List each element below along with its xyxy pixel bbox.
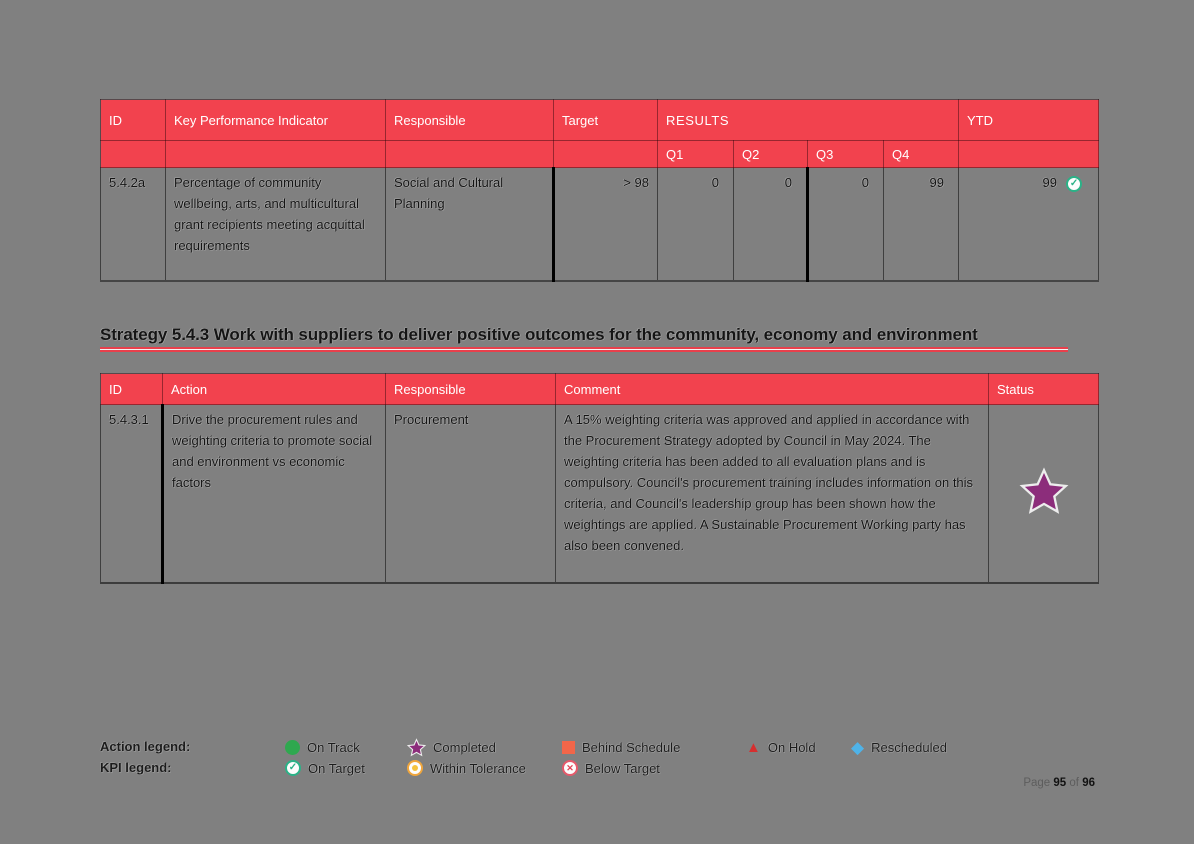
- page-word: Page: [1023, 777, 1051, 789]
- legend: [100, 737, 1080, 781]
- action-row-comment: A 15% weighting criteria was approved and applied in accordance with the Procurement Strategy adopted by Council in May 2024. The weighting criteria has been added to all evaluation plans and is compulsory. Council's procurement training includes information on this criteria, and Council's leadership group has been shown how the weightings are applied. A Sustainable Procurement Working party has also been convened.: [556, 405, 989, 584]
- completed-icon: [407, 738, 426, 757]
- on-target-icon: [1066, 176, 1082, 192]
- action-header-id: ID: [101, 374, 163, 405]
- kpi-header-q1: Q1: [658, 141, 734, 168]
- kpi-header-results: RESULTS: [658, 100, 959, 141]
- rescheduled-icon: ◆: [851, 737, 865, 757]
- header-spacer: [959, 141, 1099, 168]
- legend-label: Behind Schedule: [582, 739, 681, 755]
- legend-on-hold: [746, 737, 816, 757]
- kpi-row-responsible: Social and Cultural Planning: [386, 168, 554, 282]
- kpi-table-row: [101, 168, 1099, 282]
- action-row-status: [989, 405, 1099, 584]
- within-tolerance-icon: [407, 760, 423, 776]
- page-number: 95: [1053, 777, 1067, 789]
- of-word: of: [1069, 777, 1079, 789]
- kpi-row-q2: 0: [734, 168, 808, 282]
- action-legend-row: [100, 737, 1080, 757]
- header-spacer: [386, 141, 554, 168]
- on-track-icon: [285, 740, 300, 755]
- action-table: [100, 373, 1099, 584]
- header-spacer: [554, 141, 658, 168]
- header-spacer: [166, 141, 386, 168]
- kpi-row-indicator: Percentage of community wellbeing, arts, and multicultural grant recipients meeting acquittal requirements: [166, 168, 386, 282]
- legend-label: Within Tolerance: [430, 760, 526, 776]
- kpi-header-q2: Q2: [734, 141, 808, 168]
- kpi-header-ytd: YTD: [959, 100, 1099, 141]
- kpi-header-q3: Q3: [808, 141, 884, 168]
- completed-star-icon: [1019, 466, 1069, 516]
- kpi-row-ytd: [959, 168, 1099, 282]
- below-target-icon: [562, 760, 578, 776]
- action-table-row: [101, 405, 1099, 584]
- ytd-value: 99: [1042, 175, 1058, 190]
- legend-on-target: [285, 758, 365, 778]
- kpi-header-id: ID: [101, 100, 166, 141]
- legend-label: On Track: [307, 739, 360, 755]
- kpi-row-q3: 0: [808, 168, 884, 282]
- kpi-table: [100, 99, 1099, 282]
- page-footer: [1023, 777, 1095, 789]
- header-spacer: [101, 141, 166, 168]
- kpi-row-q1: 0: [658, 168, 734, 282]
- legend-label: On Target: [308, 760, 365, 776]
- kpi-row-id: 5.4.2a: [101, 168, 166, 282]
- legend-label: Below Target: [585, 760, 660, 776]
- on-hold-icon: ▲: [746, 738, 761, 756]
- behind-schedule-icon: [562, 741, 575, 754]
- kpi-header-target: Target: [554, 100, 658, 141]
- legend-label: Rescheduled: [871, 739, 947, 755]
- kpi-legend-label: KPI legend:: [100, 760, 172, 775]
- strategy-heading: Strategy 5.4.3 Work with suppliers to deliver positive outcomes for the community, economy and environment: [100, 325, 978, 344]
- kpi-header-indicator: Key Performance Indicator: [166, 100, 386, 141]
- kpi-row-q4: 99: [884, 168, 959, 282]
- legend-on-track: [285, 737, 360, 757]
- total-pages: 96: [1082, 777, 1095, 789]
- legend-behind-schedule: [562, 737, 680, 757]
- kpi-header-responsible: Responsible: [386, 100, 554, 141]
- on-target-icon: [285, 760, 301, 776]
- heading-underline: [100, 347, 1068, 352]
- legend-rescheduled: [851, 737, 947, 757]
- action-row-id: 5.4.3.1: [101, 405, 163, 584]
- legend-completed: [407, 737, 496, 757]
- action-legend-label: Action legend:: [100, 739, 191, 754]
- action-header-status: Status: [989, 374, 1099, 405]
- action-row-responsible: Procurement: [386, 405, 556, 584]
- action-header-action: Action: [163, 374, 386, 405]
- kpi-row-target: > 98: [554, 168, 658, 282]
- legend-below-target: [562, 758, 660, 778]
- legend-label: Completed: [433, 739, 496, 755]
- action-row-action: Drive the procurement rules and weighting criteria to promote social and environment vs economic factors: [163, 405, 386, 584]
- kpi-legend-row: [100, 758, 1080, 778]
- action-header-comment: Comment: [556, 374, 989, 405]
- legend-within-tolerance: [407, 758, 526, 778]
- kpi-header-q4: Q4: [884, 141, 959, 168]
- action-header-responsible: Responsible: [386, 374, 556, 405]
- legend-label: On Hold: [767, 739, 816, 755]
